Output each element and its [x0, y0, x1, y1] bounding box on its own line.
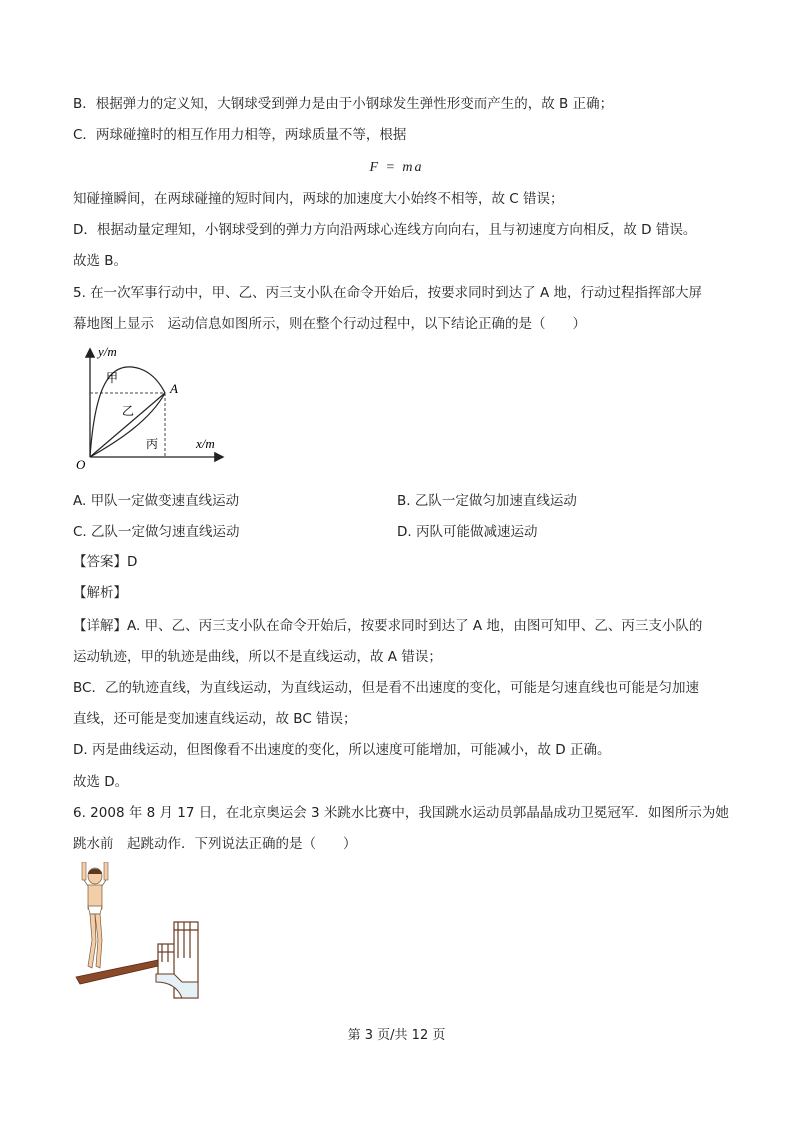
q5-option-d: D. 丙队可能做减速运动	[397, 524, 538, 540]
page-footer: 第 3 页/共 12 页	[347, 1028, 446, 1043]
q5-motion-diagram	[70, 345, 230, 470]
diver-figure	[82, 862, 108, 968]
q5-stem-line2: 幕地图上显示 运动信息如图所示，则在整个行动过程中，以下结论正确的是（ ）	[73, 316, 586, 332]
q6-stem-line1: 6. 2008 年 8 月 17 日，在北京奥运会 3 米跳水比赛中，我国跳水运动员郭晶晶成功卫冕冠军．如图所示为她	[73, 805, 729, 821]
y-axis-label: y/m	[98, 345, 117, 359]
text-line-d: D．根据动量定理知，小钢球受到的弹力方向沿两球心连线方向向右，且与初速度方向相反，故 D 错误。	[73, 222, 697, 238]
formula-f-ma: F = ma	[369, 160, 424, 175]
x-axis-label: x/m	[196, 436, 215, 451]
q5-answer: 【答案】D	[73, 554, 138, 570]
text-line-c: C．两球碰撞时的相互作用力相等，两球质量不等，根据	[73, 127, 407, 143]
text-line-b: B．根据弹力的定义知，大钢球受到弹力是由于小钢球发生弹性形变而产生的，故 B 正确；	[73, 96, 614, 112]
q5-detail-line5: D. 丙是曲线运动，但图像看不出速度的变化，所以速度可能增加，可能减小，故 D 正确。	[73, 742, 611, 758]
q5-option-c: C. 乙队一定做匀速直线运动	[73, 524, 240, 540]
point-a-label: A	[170, 381, 178, 396]
diver-illustration	[70, 862, 210, 1002]
q5-detail-line2: 运动轨迹，甲的轨迹是曲线，所以不是直线运动，故 A 错误；	[73, 649, 442, 665]
label-bing: 丙	[146, 437, 159, 451]
q5-option-b: B. 乙队一定做匀加速直线运动	[397, 493, 577, 509]
q5-stem-line1: 5. 在一次军事行动中，甲、乙、丙三支小队在命令开始后，按要求同时到达了 A 地，行动过程指挥部大屏	[73, 285, 702, 301]
q5-detail-line1: 【详解】A. 甲、乙、丙三支小队在命令开始后，按要求同时到达了 A 地，由图可知甲、乙、丙三支小队的	[73, 618, 703, 634]
q5-option-a: A. 甲队一定做变速直线运动	[73, 493, 240, 509]
text-line-choose: 故选 B。	[73, 253, 128, 269]
q6-stem-line2: 跳水前 起跳动作．下列说法正确的是（ ）	[73, 836, 357, 852]
q5-detail-line4: 直线，还可能是变加速直线运动，故 BC 错误；	[73, 711, 357, 727]
label-jia: 甲	[106, 371, 119, 385]
q5-analysis-title: 【解析】	[73, 585, 127, 601]
label-yi: 乙	[122, 404, 135, 418]
text-line-c-cont: 知碰撞瞬间，在两球碰撞的短时间内，两球的加速度大小始终不相等，故 C 错误；	[73, 191, 564, 207]
q5-detail-line6: 故选 D。	[73, 774, 129, 790]
origin-label: O	[76, 457, 86, 470]
q5-detail-line3: BC．乙的轨迹直线，为直线运动，为直线运动，但是看不出速度的变化，可能是匀速直线也可能是匀加速	[73, 680, 699, 696]
